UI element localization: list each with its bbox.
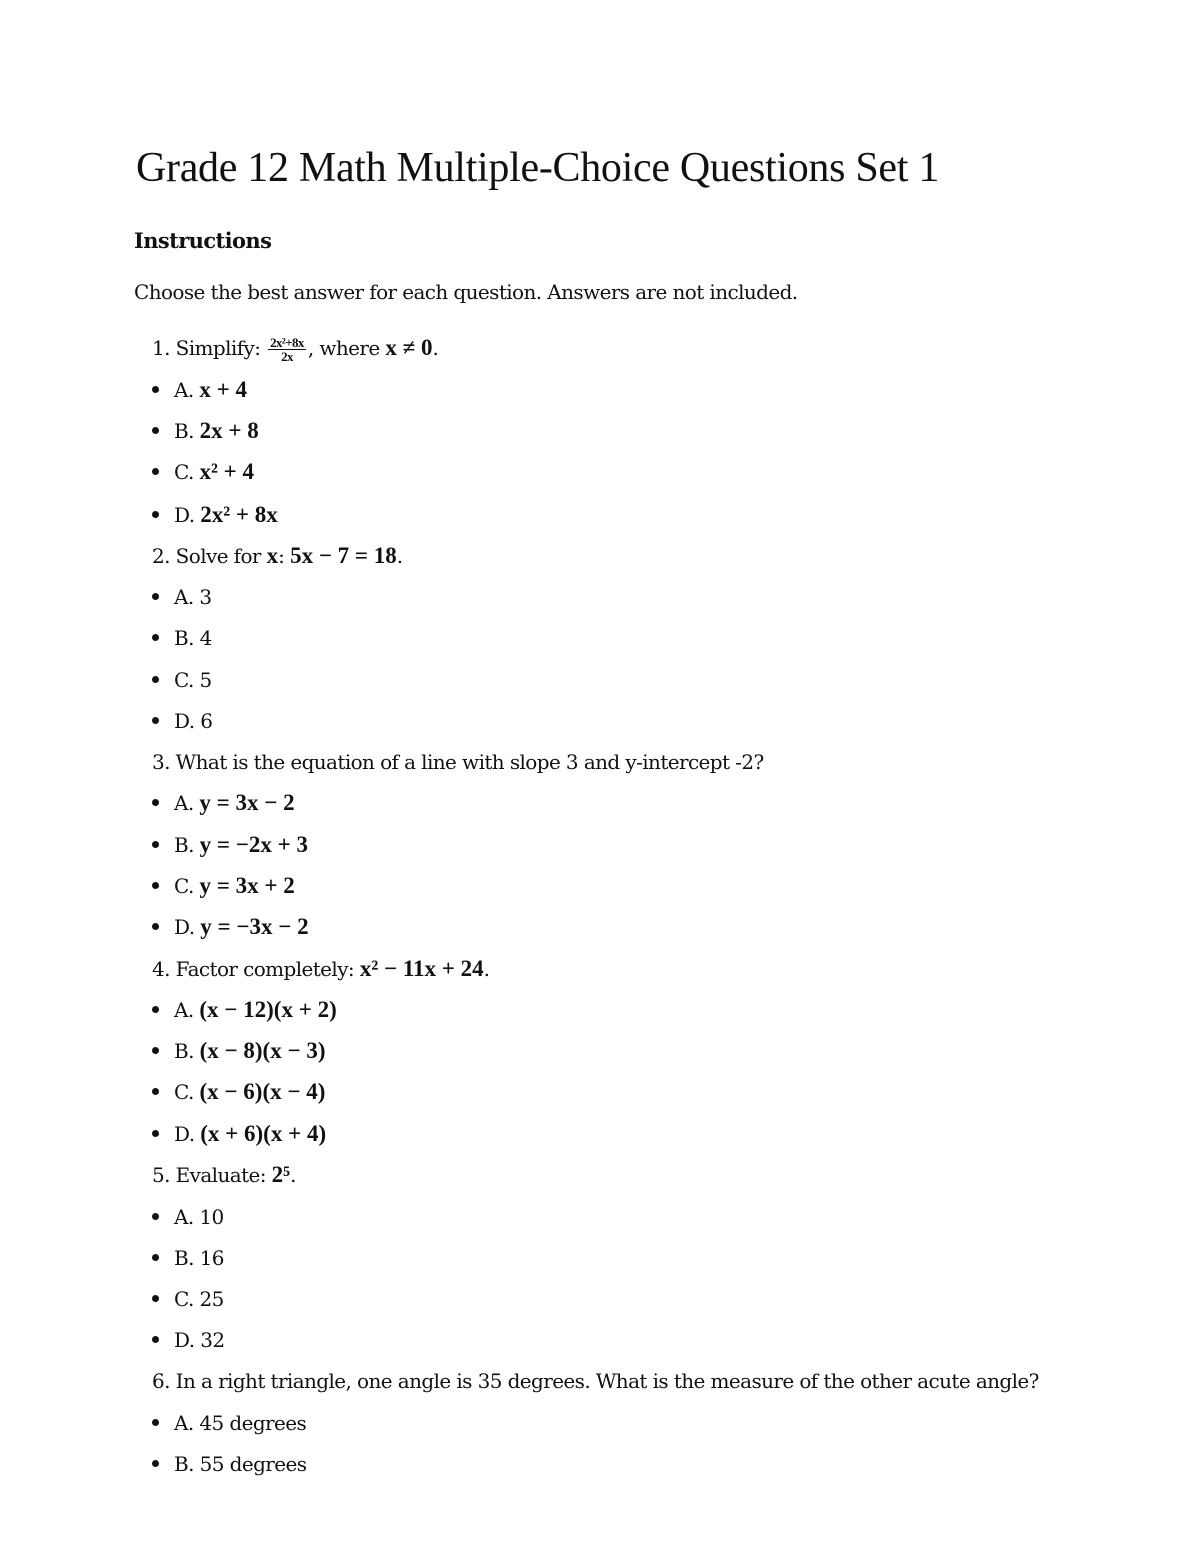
- question-suffix: , where: [307, 336, 386, 360]
- question-text: Simplify:: [175, 336, 267, 360]
- option-label: A.: [174, 585, 194, 609]
- option-label: C.: [174, 668, 194, 692]
- question-separator: :: [278, 544, 291, 568]
- bullet-icon: [152, 468, 159, 475]
- question-4: [152, 956, 489, 982]
- bullet-icon: [152, 1047, 159, 1054]
- fraction-numerator: 2x²+8x: [270, 335, 304, 350]
- question-math: 2⁵: [271, 1162, 291, 1187]
- bullet-icon: [152, 841, 159, 848]
- bullet-icon: [152, 923, 159, 930]
- option-label: A.: [174, 791, 194, 815]
- instructions-text: Choose the best answer for each question. Answers are not included.: [134, 280, 798, 304]
- bullet-icon: [152, 1295, 159, 1302]
- bullet-icon: [152, 1006, 159, 1013]
- question-text: In a right triangle, one angle is 35 degrees. What is the measure of the other acute angle?: [175, 1369, 1039, 1393]
- question-text: What is the equation of a line with slope 3 and y-intercept -2?: [175, 750, 764, 774]
- question-1: [152, 335, 438, 363]
- bullet-icon: [152, 386, 159, 393]
- bullet-icon: [152, 1213, 159, 1220]
- option-label: D.: [174, 1122, 195, 1146]
- option-1a: [150, 377, 247, 403]
- option-text: 2x + 8: [199, 418, 259, 443]
- question-3: [152, 749, 764, 775]
- option-6b: [150, 1451, 306, 1477]
- option-text: 2x² + 8x: [200, 502, 278, 527]
- option-text: 55 degrees: [199, 1452, 307, 1476]
- question-number: 3.: [152, 750, 170, 774]
- option-text: 10: [199, 1205, 224, 1229]
- question-text: Evaluate:: [175, 1163, 272, 1187]
- bullet-icon: [152, 1130, 159, 1137]
- question-end: .: [290, 1163, 296, 1187]
- option-2b: [150, 625, 212, 651]
- option-5a: [150, 1204, 224, 1230]
- option-text: (x − 8)(x − 3): [199, 1038, 326, 1063]
- bullet-icon: [152, 717, 159, 724]
- option-text: 4: [199, 626, 212, 650]
- option-text: y = −3x − 2: [200, 914, 309, 939]
- question-end: .: [483, 957, 490, 981]
- option-2a: [150, 584, 212, 610]
- option-3c: [150, 873, 295, 899]
- option-label: D.: [174, 1328, 195, 1352]
- question-number: 5.: [152, 1163, 170, 1187]
- bullet-icon: [152, 676, 159, 683]
- question-end: .: [396, 544, 403, 568]
- option-label: B.: [174, 419, 194, 443]
- bullet-icon: [152, 1336, 159, 1343]
- bullet-icon: [152, 799, 159, 806]
- question-end: .: [432, 336, 439, 360]
- option-label: A.: [174, 1205, 194, 1229]
- bullet-icon: [152, 1460, 159, 1467]
- option-label: A.: [174, 378, 194, 402]
- option-text: 16: [199, 1246, 224, 1270]
- fraction: [268, 336, 306, 363]
- question-math: 5x − 7 = 18: [290, 543, 397, 568]
- option-text: y = 3x − 2: [199, 790, 295, 815]
- page-title: Grade 12 Math Multiple-Choice Questions Set 1: [136, 145, 940, 191]
- question-6: [152, 1368, 1039, 1394]
- question-5: [152, 1162, 296, 1188]
- option-label: A.: [174, 998, 194, 1022]
- option-3b: [150, 832, 308, 858]
- option-text: y = 3x + 2: [199, 873, 295, 898]
- question-number: 1.: [152, 336, 170, 360]
- option-text: 45 degrees: [199, 1411, 307, 1435]
- question-text: Factor completely:: [175, 957, 360, 981]
- option-1c: [150, 459, 254, 485]
- option-label: B.: [174, 1452, 194, 1476]
- bullet-icon: [152, 427, 159, 434]
- option-1b: [150, 418, 259, 444]
- option-text: 3: [199, 585, 212, 609]
- option-text: y = −2x + 3: [199, 832, 308, 857]
- option-3d: [150, 914, 309, 940]
- option-text: x² + 4: [199, 459, 255, 484]
- fraction-denominator: 2x: [281, 349, 293, 364]
- option-4a: [150, 997, 337, 1023]
- option-text: 25: [199, 1287, 224, 1311]
- option-label: D.: [174, 915, 195, 939]
- option-label: B.: [174, 626, 194, 650]
- option-text: (x − 12)(x + 2): [199, 997, 337, 1022]
- option-1d: [150, 502, 278, 528]
- question-text: Solve for: [175, 544, 267, 568]
- bullet-icon: [152, 1419, 159, 1426]
- option-label: C.: [174, 874, 194, 898]
- bullet-icon: [152, 593, 159, 600]
- option-label: B.: [174, 833, 194, 857]
- option-label: C.: [174, 1080, 194, 1104]
- option-4c: [150, 1079, 325, 1105]
- option-text: (x + 6)(x + 4): [200, 1121, 327, 1146]
- question-variable: x: [266, 543, 279, 568]
- option-4d: [150, 1121, 326, 1147]
- option-label: C.: [174, 460, 194, 484]
- option-label: B.: [174, 1039, 194, 1063]
- option-2d: [150, 708, 212, 734]
- bullet-icon: [152, 511, 159, 518]
- option-text: (x − 6)(x − 4): [199, 1079, 326, 1104]
- option-4b: [150, 1038, 325, 1064]
- option-text: x + 4: [199, 377, 247, 402]
- question-number: 4.: [152, 957, 170, 981]
- question-number: 6.: [152, 1369, 170, 1393]
- option-2c: [150, 667, 212, 693]
- bullet-icon: [152, 1088, 159, 1095]
- option-5c: [150, 1286, 224, 1312]
- bullet-icon: [152, 882, 159, 889]
- question-math: x ≠ 0: [385, 335, 433, 360]
- question-number: 2.: [152, 544, 170, 568]
- option-5d: [150, 1327, 225, 1353]
- bullet-icon: [152, 634, 159, 641]
- bullet-icon: [152, 1254, 159, 1261]
- option-label: C.: [174, 1287, 194, 1311]
- option-label: A.: [174, 1411, 194, 1435]
- instructions-heading: Instructions: [134, 228, 272, 253]
- question-math: x² − 11x + 24: [359, 956, 484, 981]
- question-2: [152, 543, 403, 569]
- option-label: D.: [174, 709, 195, 733]
- option-text: 5: [199, 668, 212, 692]
- option-6a: [150, 1410, 306, 1436]
- option-text: 6: [200, 709, 213, 733]
- option-label: D.: [174, 503, 195, 527]
- option-text: 32: [200, 1328, 225, 1352]
- option-5b: [150, 1245, 224, 1271]
- option-label: B.: [174, 1246, 194, 1270]
- option-3a: [150, 790, 295, 816]
